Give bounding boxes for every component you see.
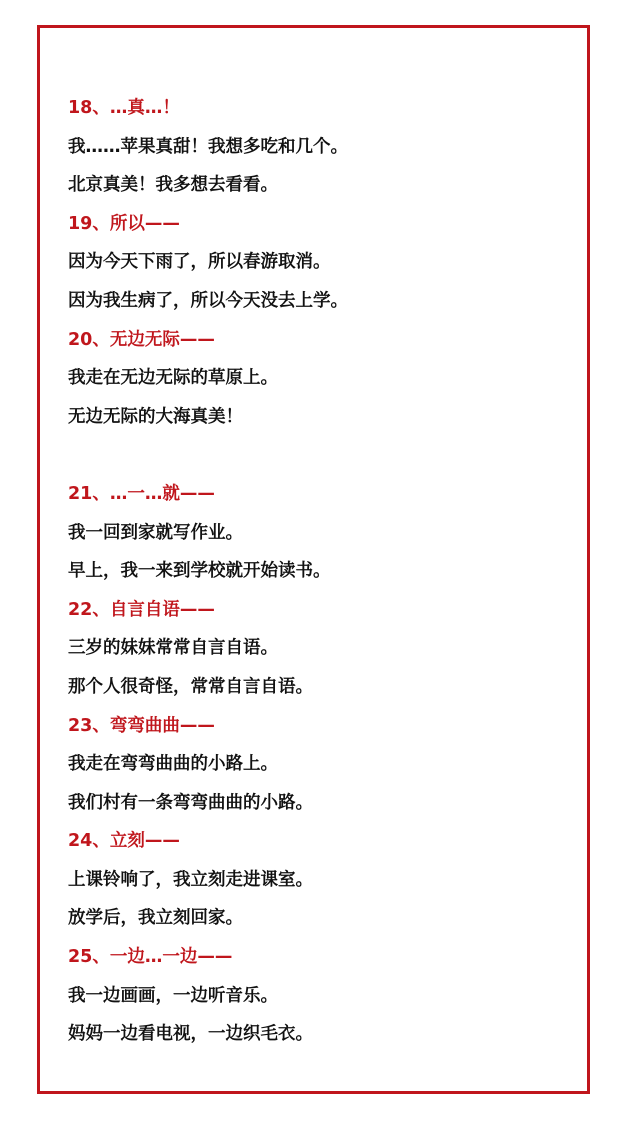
example-sentence: 我走在无边无际的草原上。 <box>68 368 278 389</box>
example-sentence: 那个人很奇怪，常常自言自语。 <box>68 676 313 697</box>
example-sentence: 北京真美！我多想去看看。 <box>68 175 278 196</box>
example-sentence: 三岁的妹妹常常自言自语。 <box>68 638 278 659</box>
section-heading: 20、无边无际—— <box>68 329 215 350</box>
section-heading: 21、…一…就—— <box>68 483 215 504</box>
example-sentence: 无边无际的大海真美！ <box>68 406 243 427</box>
section-gap <box>68 441 587 480</box>
example-sentence: 我走在弯弯曲曲的小路上。 <box>68 754 278 775</box>
example-sentence: 因为今天下雨了，所以春游取消。 <box>68 252 331 273</box>
section-23 <box>68 712 587 828</box>
section-heading: 24、立刻—— <box>68 831 180 852</box>
section-18 <box>68 94 587 210</box>
example-sentence: 早上，我一来到学校就开始读书。 <box>68 561 331 582</box>
example-sentence: 我……苹果真甜！我想多吃和几个。 <box>68 136 348 157</box>
section-heading: 23、弯弯曲曲—— <box>68 715 215 736</box>
example-sentence: 因为我生病了，所以今天没去上学。 <box>68 290 348 311</box>
example-sentence: 上课铃响了，我立刻走进课室。 <box>68 869 313 890</box>
section-21 <box>68 480 587 596</box>
section-19 <box>68 210 587 326</box>
document-content <box>68 94 587 1059</box>
section-20 <box>68 326 587 442</box>
example-sentence: 妈妈一边看电视，一边织毛衣。 <box>68 1024 313 1045</box>
example-sentence: 放学后，我立刻回家。 <box>68 908 243 929</box>
section-heading: 25、一边…一边—— <box>68 947 233 968</box>
section-25 <box>68 943 587 1059</box>
section-heading: 18、…真…！ <box>68 98 180 118</box>
section-heading: 19、所以—— <box>68 213 180 234</box>
example-sentence: 我一边画画，一边听音乐。 <box>68 985 278 1006</box>
example-sentence: 我们村有一条弯弯曲曲的小路。 <box>68 792 313 813</box>
section-24 <box>68 827 587 943</box>
example-sentence: 我一回到家就写作业。 <box>68 522 243 543</box>
section-22 <box>68 596 587 712</box>
section-heading: 22、自言自语—— <box>68 599 215 620</box>
